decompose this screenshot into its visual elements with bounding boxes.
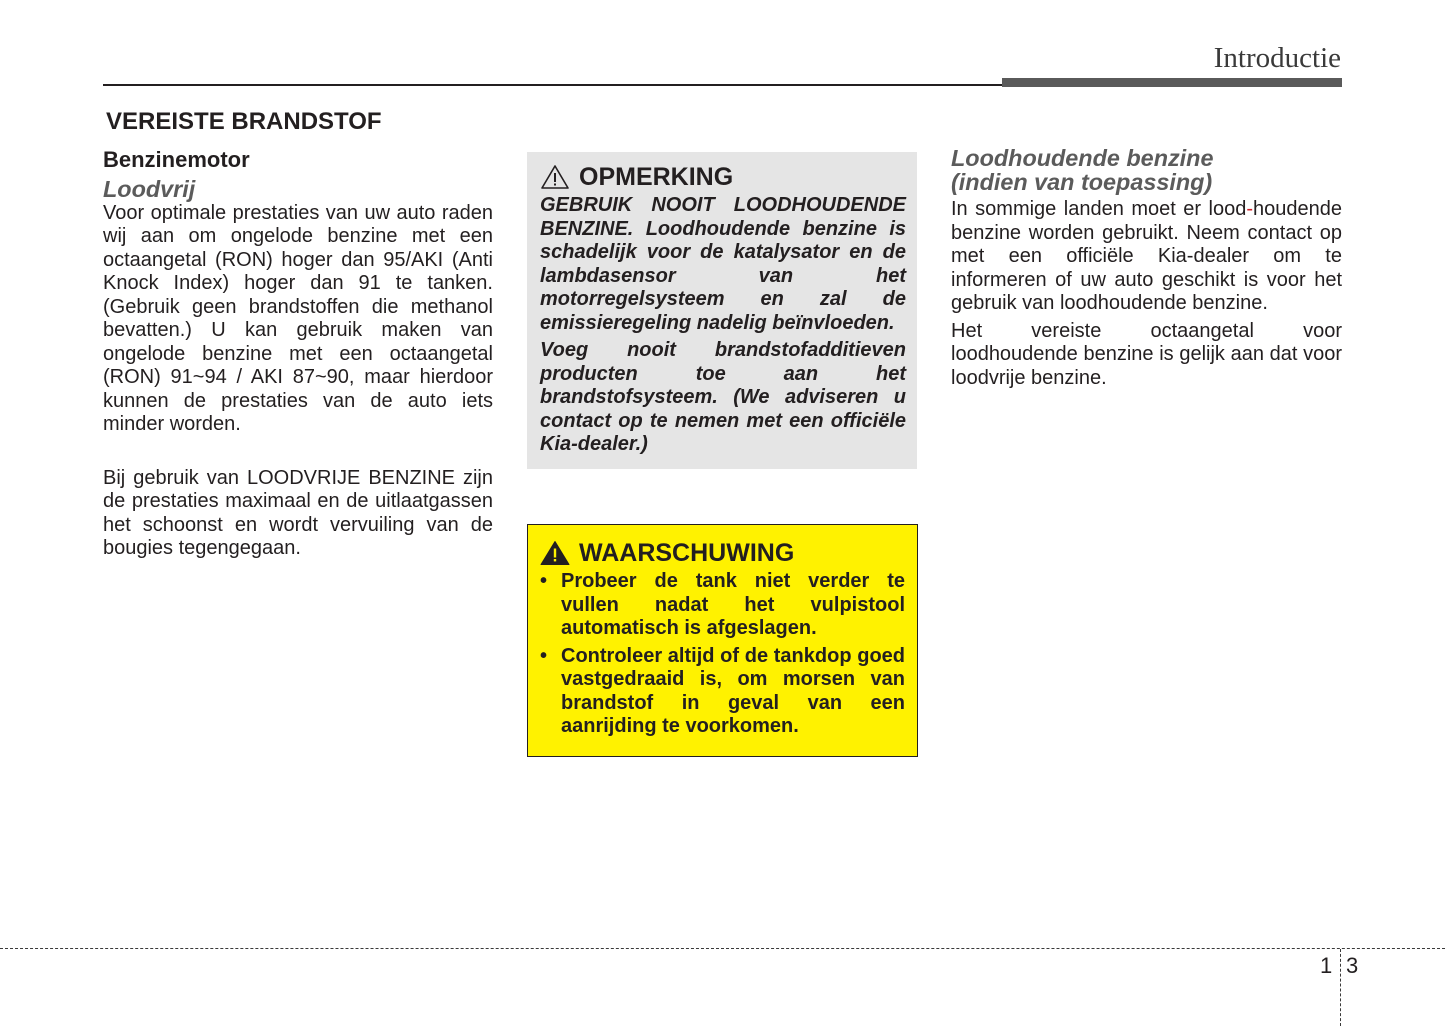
left-column xyxy=(103,147,493,561)
header-bar xyxy=(1002,78,1342,87)
header-rule xyxy=(103,84,1003,86)
italic-heading-loodvrij: Loodvrij xyxy=(103,176,196,202)
caution-triangle-outline-icon xyxy=(540,164,570,190)
paragraph-loodvrij-1: Voor optimale prestaties van uw auto raden wij aan om ongelode benzine met een octaangetal (RON) hoger dan 95/AKI (Anti Knock Index) hoger dan 91 te tanken. (Gebruik geen brandstoffen die methanol bevatten.) U kan gebruik maken van ongelode benzine met een octaangetal (RON) 91~94 / AKI 87~90, maar hierdoor kunnen de prestaties van de auto iets minder worden. xyxy=(103,201,493,435)
warning-box-title-text: WAARSCHUWING xyxy=(579,539,795,567)
middle-column xyxy=(527,152,917,469)
hyphen: - xyxy=(1246,198,1254,220)
bullet: • xyxy=(540,570,548,592)
paragraph-loodhoudende-1 xyxy=(951,198,1342,316)
page-number: 3 xyxy=(1346,953,1359,978)
footer-dashed-divider xyxy=(1340,949,1341,1026)
warning-item-text: Probeer de tank niet verder te vullen nadat het vulpistool automatisch is afgeslagen. xyxy=(561,570,905,639)
paragraph-loodhoudende-1-rest: houdende benzine worden gebruikt. Neem contact op met een officiële Kia-dealer om te informeren of uw auto geschikt is voor het gebruik van loodhoudende benzine. xyxy=(951,198,1342,314)
chapter-number: 1 xyxy=(1320,953,1333,978)
italic-heading-loodhoudende-1: Loodhoudende benzine xyxy=(951,145,1214,171)
warning-item-text: Controleer altijd of de tankdop goed vastgedraaid is, om morsen van brandstof in geval van een aanrijding te voorkomen. xyxy=(561,644,905,737)
note-box-title-text: OPMERKING xyxy=(579,163,734,191)
chapter-title: Introductie xyxy=(1213,42,1341,74)
warning-box xyxy=(527,524,918,757)
note-paragraph-2: Voeg nooit brandstofadditieven producten toe aan het brandstofsysteem. (We adviseren u contact op te nemen met een officiële Kia-dealer.) xyxy=(540,339,906,455)
paragraph-loodvrij-2: Bij gebruik van LOODVRIJE BENZINE zijn de prestaties maximaal en de uitlaatgassen het schoonst en wordt vervuiling van de bougies tegengegaan. xyxy=(103,466,493,559)
note-paragraph-1: GEBRUIK NOOIT LOODHOUDENDE BENZINE. Loodhoudende benzine is schadelijk voor de katalysator en de lambdasensor van het motorregelsysteem en zal de emissieregeling nadelig beïnvloeden. xyxy=(540,194,906,334)
right-column xyxy=(951,147,1342,390)
bullet: • xyxy=(540,644,548,667)
warning-list-item xyxy=(540,570,905,641)
warning-list xyxy=(540,570,905,739)
warning-list-item xyxy=(540,645,905,739)
paragraph-loodhoudende-1-start: In sommige landen moet er lood xyxy=(951,198,1247,220)
footer-dashed-rule xyxy=(0,948,1445,949)
subheading-benzinemotor: Benzinemotor xyxy=(103,147,250,172)
section-title: VEREISTE BRANDSTOF xyxy=(106,108,382,135)
note-box xyxy=(527,152,917,469)
italic-heading-loodhoudende-2: (indien van toepassing) xyxy=(951,168,1213,195)
warning-box-title xyxy=(540,538,905,568)
paragraph-loodhoudende-2: Het vereiste octaangetal voor loodhoudende benzine is gelijk aan dat voor loodvrije benzine. xyxy=(951,319,1342,389)
warning-triangle-filled-icon xyxy=(540,540,570,566)
note-box-title xyxy=(540,162,906,192)
